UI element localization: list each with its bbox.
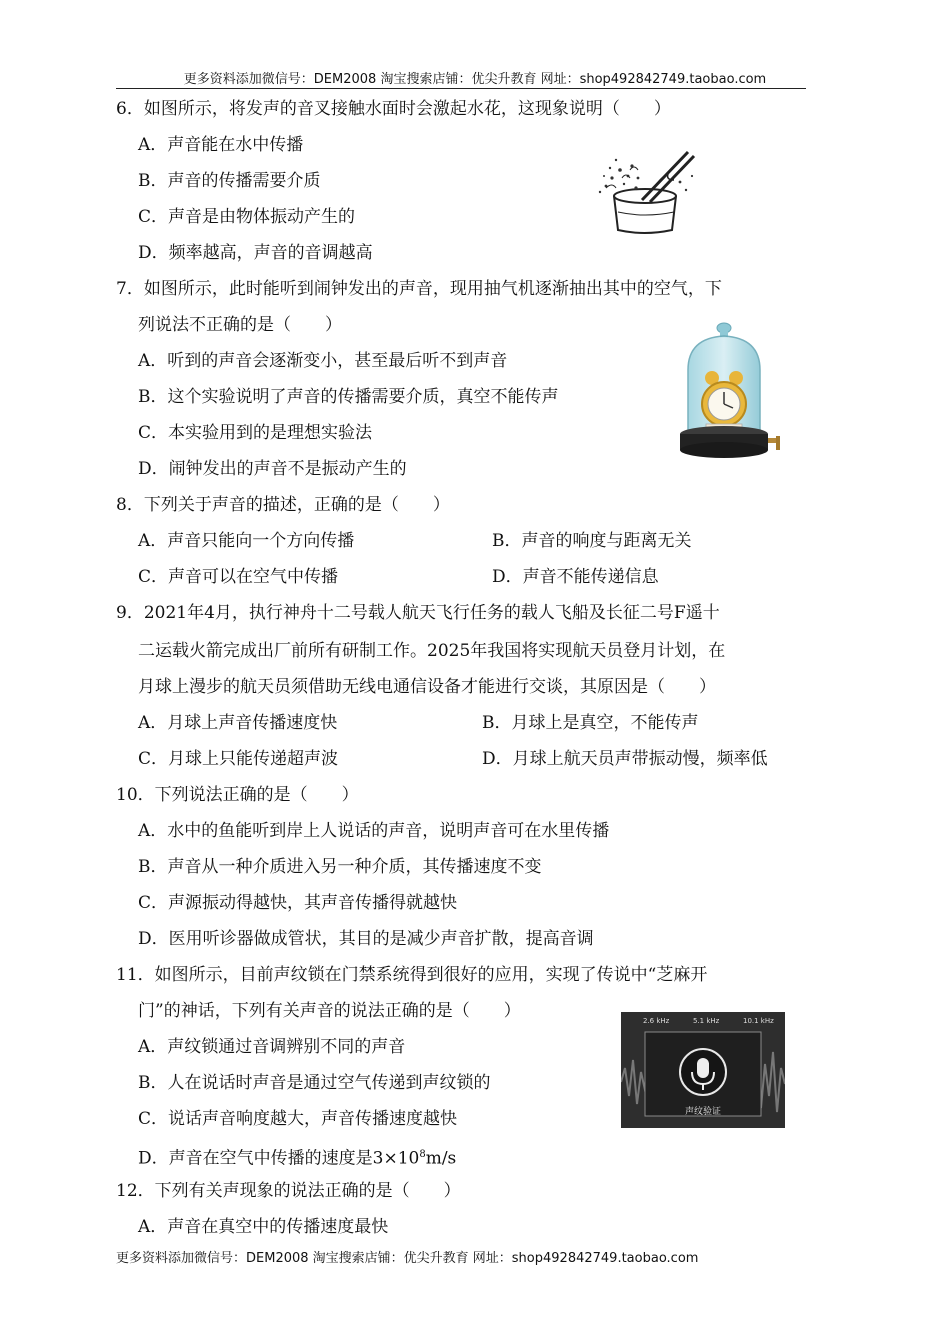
q11-option-b: B．人在说话时声音是通过空气传递到声纹锁的	[138, 1073, 491, 1093]
q9-stem-line1: 9．2021年4月，执行神舟十二号载人航天飞行任务的载人飞船及长征二号F遥十	[116, 603, 720, 623]
q7-option-c: C．本实验用到的是理想实验法	[138, 423, 373, 443]
tuning-fork-water-figure	[592, 148, 704, 236]
voiceprint-label: 声纹验证	[685, 1107, 722, 1117]
q8-option-a: A．声音只能向一个方向传播	[138, 531, 355, 551]
page-header: 更多资料添加微信号：DEM2008 淘宝搜索店铺：优尖升教育 网址：shop492842749.taobao.com	[183, 72, 767, 87]
q8-option-c: C．声音可以在空气中传播	[138, 567, 339, 587]
q9-option-a: A．月球上声音传播速度快	[138, 713, 338, 733]
q9-option-c: C．月球上只能传递超声波	[138, 749, 339, 769]
q9-stem-line3: 月球上漫步的航天员须借助无线电通信设备才能进行交谈，其原因是（ ）	[138, 677, 716, 697]
q10-option-c: C．声源振动得越快，其声音传播得就越快	[138, 893, 458, 913]
q6-option-a: A．声音能在水中传播	[138, 135, 304, 155]
q7-stem-line2: 列说法不正确的是（ ）	[138, 315, 342, 335]
q12-stem: 12．下列有关声现象的说法正确的是（ ）	[116, 1181, 461, 1201]
q11-option-d	[138, 1144, 456, 1170]
q11-option-d-text: D．声音在空气中传播的速度是3×10	[138, 1148, 420, 1169]
q6-option-d: D．频率越高，声音的音调越高	[138, 243, 373, 263]
q11-stem-line2: 门”的神话，下列有关声音的说法正确的是（ ）	[138, 1001, 521, 1021]
q9-stem-line2: 二运载火箭完成出厂前所有研制工作。2025年我国将实现航天员登月计划，在	[138, 641, 726, 661]
q6-option-b: B．声音的传播需要介质	[138, 171, 321, 191]
q7-option-b: B．这个实验说明了声音的传播需要介质，真空不能传声	[138, 387, 559, 407]
q10-option-a: A．水中的鱼能听到岸上人说话的声音，说明声音可在水里传播	[138, 821, 610, 841]
q9-option-d: D．月球上航天员声带振动慢，频率低	[482, 749, 768, 769]
q8-stem: 8．下列关于声音的描述，正确的是（ ）	[116, 495, 450, 515]
voiceprint-lock-figure	[621, 1012, 785, 1128]
page-footer: 更多资料添加微信号：DEM2008 淘宝搜索店铺：优尖升教育 网址：shop492842749.taobao.com	[116, 1251, 699, 1266]
q10-option-b: B．声音从一种介质进入另一种介质，其传播速度不变	[138, 857, 542, 877]
q7-option-a: A．听到的声音会逐渐变小，甚至最后听不到声音	[138, 351, 508, 371]
q7-option-d: D．闹钟发出的声音不是振动产生的	[138, 459, 407, 479]
voiceprint-tab-3: 10.1 kHz	[743, 1017, 774, 1025]
q11-option-d-unit: m/s	[425, 1148, 457, 1169]
q10-option-d: D．医用听诊器做成管状，其目的是减少声音扩散，提高音调	[138, 929, 594, 949]
q11-option-a: A．声纹锁通过音调辨别不同的声音	[138, 1037, 406, 1057]
q6-stem: 6．如图所示，将发声的音叉接触水面时会激起水花，这现象说明（ ）	[116, 99, 671, 119]
q8-option-d: D．声音不能传递信息	[492, 567, 659, 587]
q12-option-a: A．声音在真空中的传播速度最快	[138, 1217, 389, 1237]
voiceprint-tab-1: 2.6 kHz	[643, 1017, 670, 1025]
q11-stem-line1: 11．如图所示，目前声纹锁在门禁系统得到很好的应用，实现了传说中“芝麻开	[116, 965, 708, 985]
voiceprint-tab-2: 5.1 kHz	[693, 1017, 720, 1025]
header-rule	[116, 88, 806, 89]
q11-option-c: C．说话声音响度越大，声音传播速度越快	[138, 1109, 458, 1129]
q7-stem-line1: 7．如图所示，此时能听到闹钟发出的声音，现用抽气机逐渐抽出其中的空气，下	[116, 279, 722, 299]
q8-option-b: B．声音的响度与距离无关	[492, 531, 692, 551]
bell-jar-alarm-clock-figure	[674, 320, 790, 462]
q6-option-c: C．声音是由物体振动产生的	[138, 207, 356, 227]
q10-stem: 10．下列说法正确的是（ ）	[116, 785, 359, 805]
q9-option-b: B．月球上是真空，不能传声	[482, 713, 699, 733]
q11-option-d-exponent: 8	[419, 1149, 426, 1160]
